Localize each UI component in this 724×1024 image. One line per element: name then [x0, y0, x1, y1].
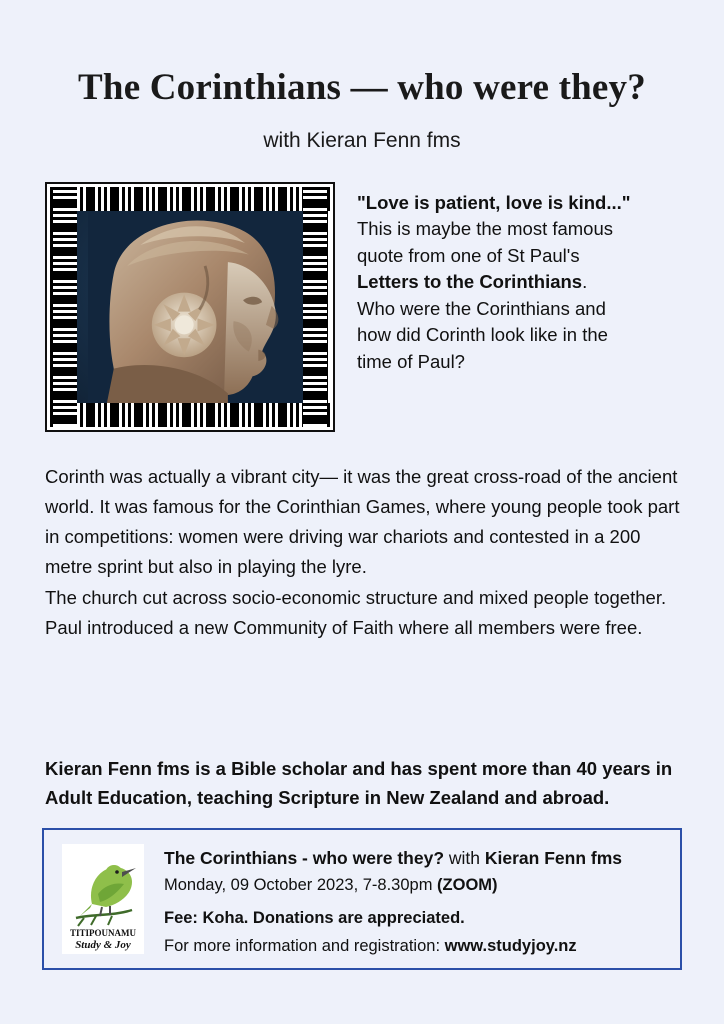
greek-key-border [50, 187, 330, 427]
footer-platform: (ZOOM) [437, 875, 498, 894]
page-title: The Corinthians — who were they? [78, 67, 646, 108]
footer-fee: Fee: Koha. Donations are appreciated. [164, 909, 465, 928]
body-paragraph-1: Corinth was actually a vibrant city— it was the great cross-road of the ancient world. It was famous for the Corinthian Games, where young people took part in competitions: women were driving war chariots and contested in a 200 metre sprint but also in playing the lyre. [45, 466, 680, 578]
footer-text-block [164, 840, 622, 958]
greek-bust-illustration [88, 211, 306, 403]
presenter-bio: Kieran Fenn fms is a Bible scholar and has spent more than 40 years in Adult Education, teaching Scripture in New Zealand and abroad. [45, 758, 673, 808]
footer-datetime-row [164, 874, 622, 897]
footer-with-label: with [448, 848, 485, 868]
quote-emphasis: Letters to the Corinthians [357, 271, 583, 293]
quote-block [357, 182, 682, 375]
body-paragraph-2: The church cut across socio-economic structure and mixed people together. Paul introduced a new Community of Faith where all members were free. [45, 586, 667, 638]
svg-text:Study & Joy: Study & Joy [75, 939, 131, 951]
bird-logo-icon [62, 844, 144, 954]
quote-emphasis-tail: . [582, 271, 588, 293]
footer-registration-label: For more information and registration: [164, 936, 445, 955]
image-area [74, 211, 306, 403]
svg-text:TITIPOUNAMU: TITIPOUNAMU [69, 928, 137, 938]
quote-line-5: time of Paul? [357, 350, 465, 372]
footer-presenter: Kieran Fenn fms [484, 848, 623, 868]
footer-website-link[interactable]: www.studyjoy.nz [444, 936, 577, 955]
greek-key-border-right [303, 187, 327, 427]
titipounamu-logo [62, 844, 144, 954]
body-text [45, 462, 682, 643]
framed-image [45, 182, 335, 432]
greek-key-border-left [53, 187, 77, 427]
footer-datetime: Monday, 09 October 2023, 7-8.30pm [164, 875, 438, 894]
quote-line-4: how did Corinth look like in the [357, 324, 608, 346]
quote-line-3: Who were the Corinthians and [357, 297, 606, 319]
top-section [45, 182, 682, 432]
footer-event-title-row [164, 846, 622, 871]
bust-photo [74, 211, 306, 403]
presenter-subtitle: with Kieran Fenn fms [263, 128, 461, 152]
quote-lead: "Love is patient, love is kind..." [357, 192, 631, 213]
quote-line-1: This is maybe the most famous [357, 218, 614, 240]
quote-line-2: quote from one of St Paul's [357, 244, 580, 266]
event-details-box [42, 828, 682, 970]
footer-event-title: The Corinthians - who were they? [164, 848, 445, 868]
footer-registration-row [164, 935, 622, 958]
